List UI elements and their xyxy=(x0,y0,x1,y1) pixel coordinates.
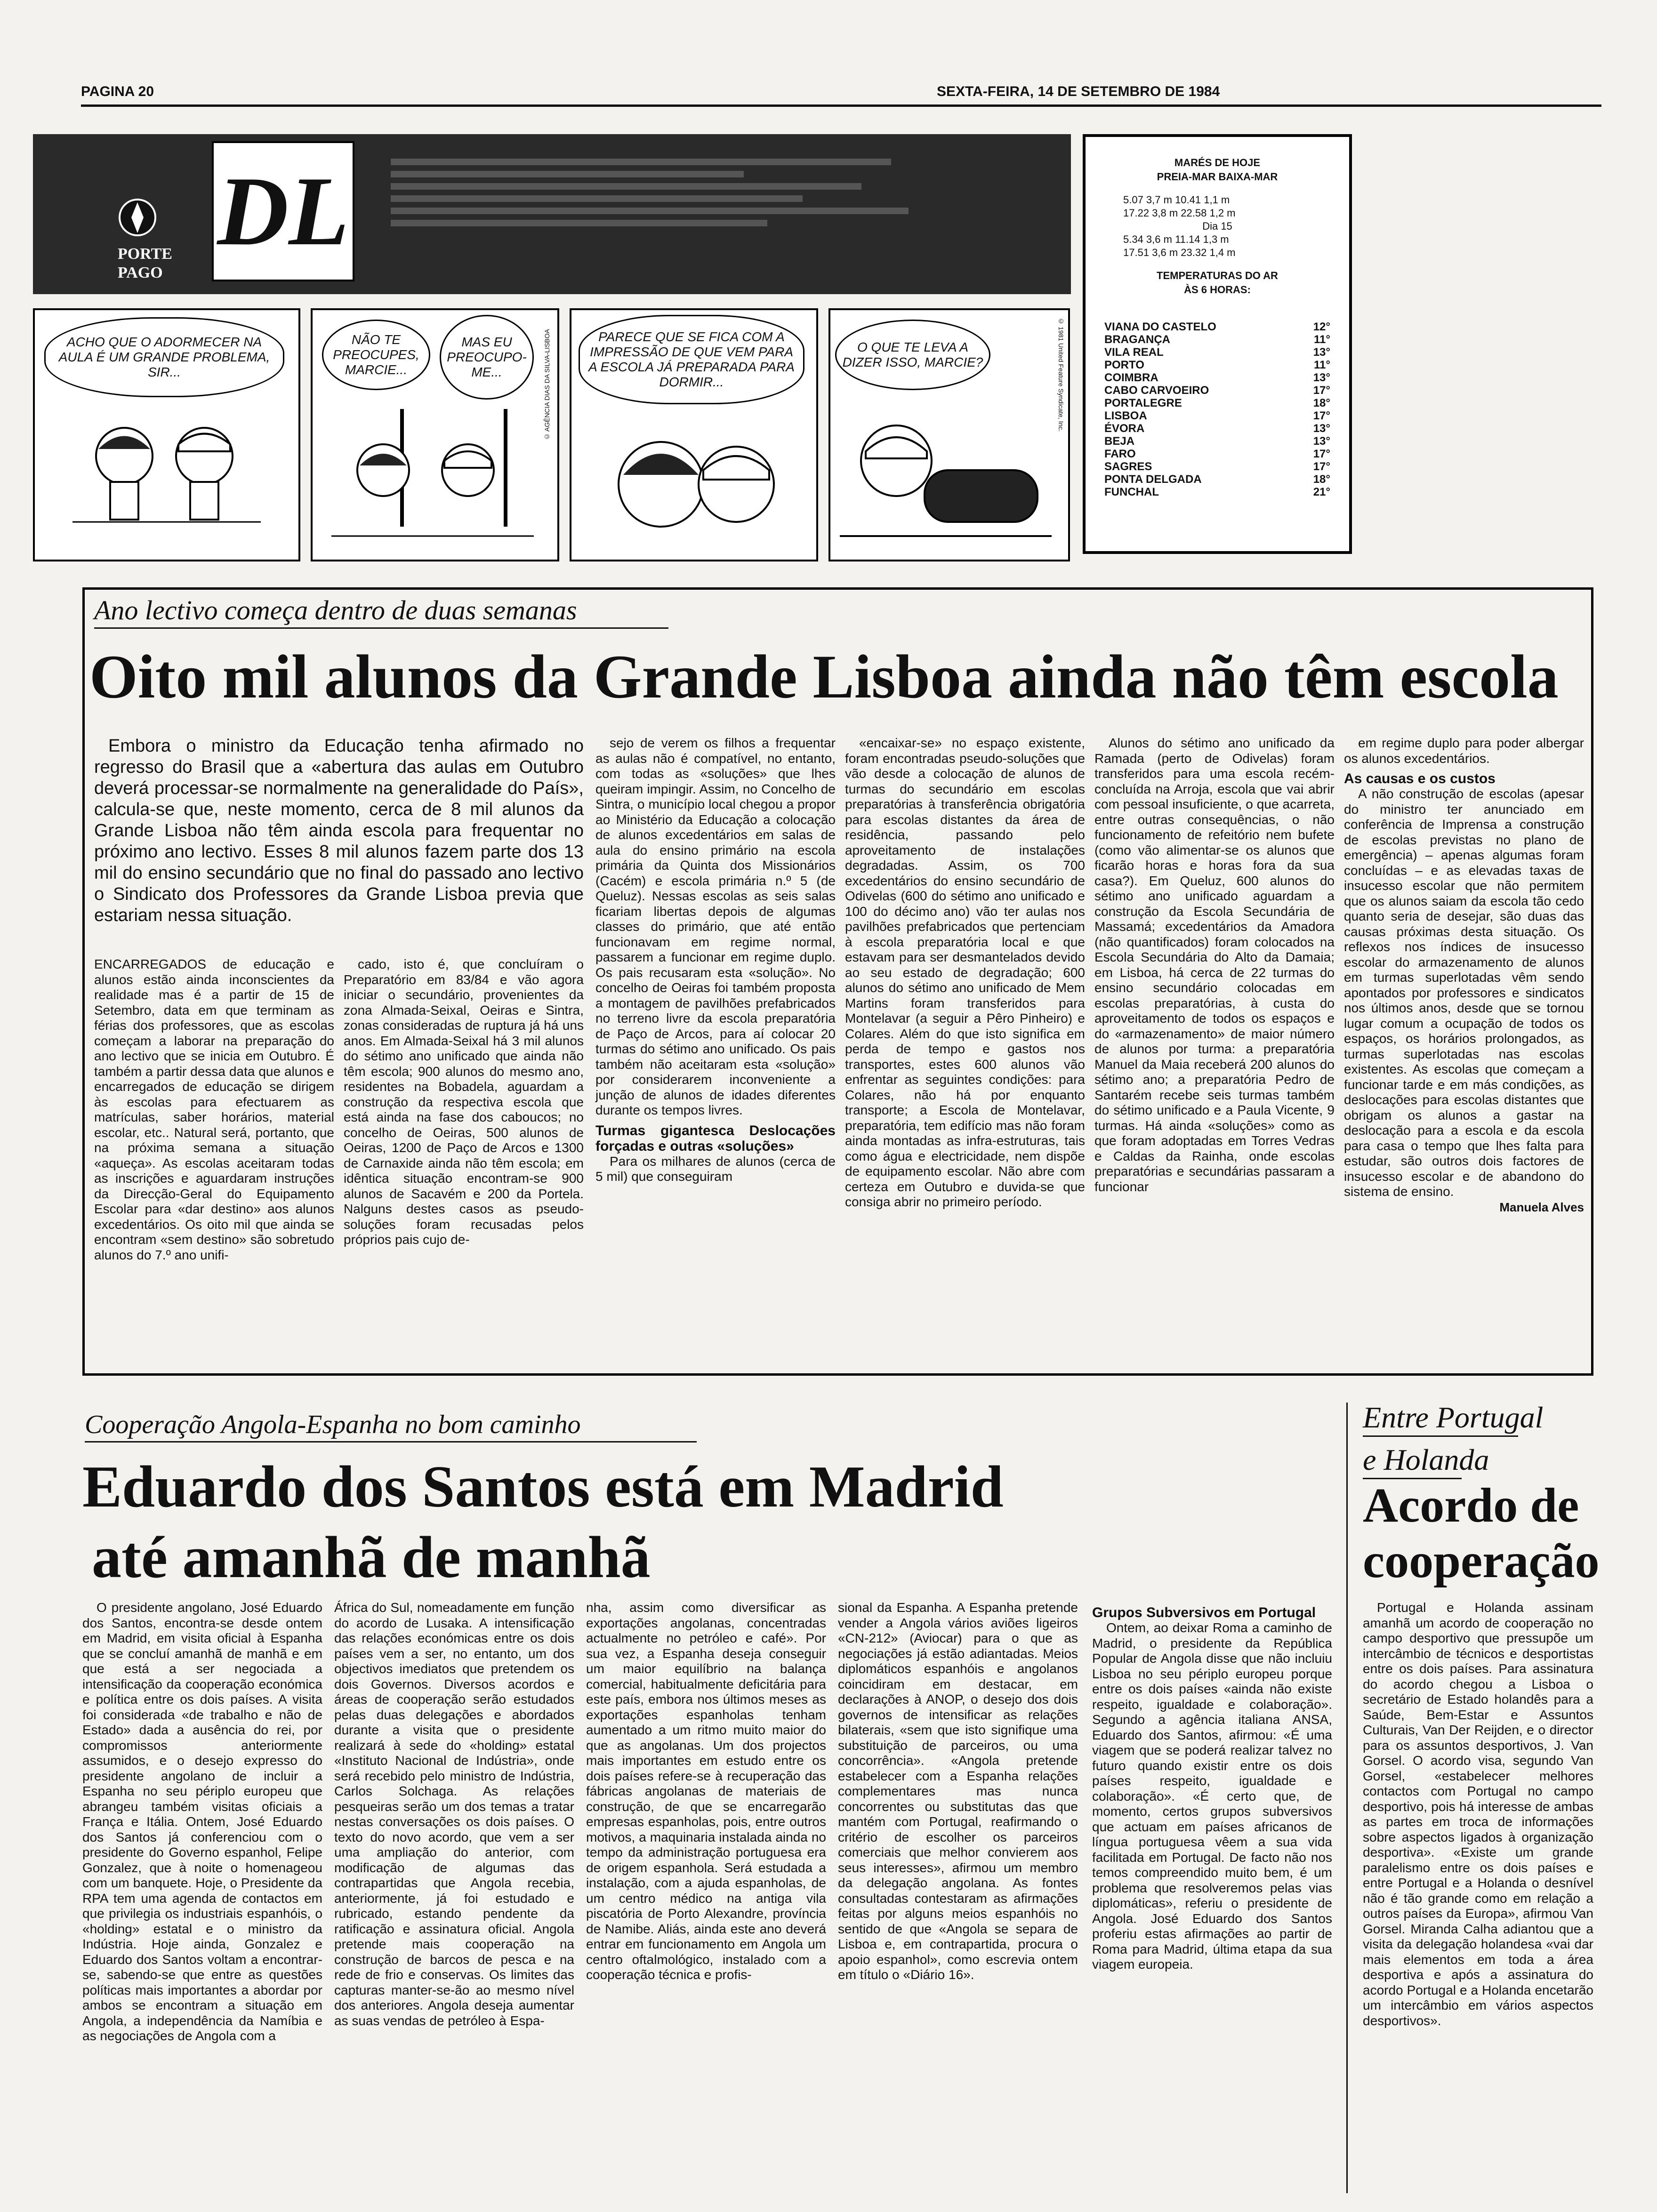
city-name: BEJA xyxy=(1104,435,1135,448)
temperature-value: 21° xyxy=(1313,486,1330,498)
temperature-value: 13° xyxy=(1313,371,1330,384)
temperature-row xyxy=(1086,448,1349,460)
story3-kicker-2: e Holanda xyxy=(1363,1443,1489,1476)
temperature-value: 17° xyxy=(1313,384,1330,397)
temps-subtitle: ÀS 6 HORAS: xyxy=(1184,284,1251,296)
story1-col-6: em regime duplo para poder albergar os alunos excedentários. As causas e os custos A não construção de escolas (apesar do ministro ter anunciado em conferência de Imprensa a construção de escolas previstas no plano de emergência) – apenas algumas foram concluídas – e as elevadas taxas de insucesso escolar que não permitem que os alunos saiam da escola tão cedo quanto seria de desejar, são duas das causas próximas desta situação. Os reflexos nos índices de insucesso escolar do armazenamento de alunos em turmas superlotadas vêm sendo apontados por professores e sindicatos nos últimos anos, desde que se tornou lugar comum a ocupação de todos os espaços, os horários prolongados, as turmas superlotadas nas escolas existentes. As escolas que começam a funcionar tarde e em más condições, as deslocações para escolas distantes que obrigam os alunos a gastar na deslocação para a escola e da escola para casa o tempo que lhes falta para estudar, são outros dois factores de insucesso escolar e de abandono do sistema de ensino. Manuela Alves xyxy=(1344,736,1584,1214)
comic-panel-1 xyxy=(33,308,300,561)
speech-bubble: PARECE QUE SE FICA COM A IMPRESSÃO DE QUE VEM PARA A ESCOLA JÁ PREPARADA PARA DORMIR... xyxy=(579,315,804,404)
header-rule xyxy=(81,104,1601,107)
tide-row: 17.22 3,8 m 22.58 1,2 m xyxy=(1123,207,1236,219)
tide-row: 17.51 3,6 m 23.32 1,4 m xyxy=(1123,247,1236,258)
temperature-value: 18° xyxy=(1313,397,1330,409)
temperature-row xyxy=(1086,435,1349,448)
story1-kicker: Ano lectivo começa dentro de duas semanas xyxy=(94,595,577,625)
temperature-value: 17° xyxy=(1313,460,1330,473)
city-name: FARO xyxy=(1104,448,1136,460)
tides-subtitle: PREIA-MAR BAIXA-MAR xyxy=(1157,171,1278,183)
city-name: FUNCHAL xyxy=(1104,486,1159,498)
story-escolas xyxy=(82,587,1593,1376)
story1-byline: Manuela Alves xyxy=(1499,1200,1584,1214)
temperature-row xyxy=(1086,486,1349,498)
city-name: SAGRES xyxy=(1104,460,1152,473)
comic-panel-4 xyxy=(828,308,1070,561)
kicker-underline xyxy=(94,627,668,629)
temperature-row xyxy=(1086,397,1349,409)
city-name: COIMBRA xyxy=(1104,371,1158,384)
story3-headline-1: Acordo de xyxy=(1363,1478,1579,1532)
temperature-value: 17° xyxy=(1313,448,1330,460)
story3-kicker-1: Entre Portugal xyxy=(1363,1401,1544,1434)
story2-headline-1: Eduardo dos Santos está em Madrid xyxy=(82,1454,1004,1520)
story2-subhead: Grupos Subversivos em Portugal xyxy=(1092,1605,1316,1620)
coat-of-arms-icon xyxy=(115,195,160,240)
city-name: PONTA DELGADA xyxy=(1104,473,1202,486)
temperature-row xyxy=(1086,346,1349,359)
marcie-figure-icon xyxy=(72,404,261,555)
story1-subhead-2: As causas e os custos xyxy=(1344,771,1496,786)
temperature-row xyxy=(1086,359,1349,371)
story2-headline-2: até amanhã de manhã xyxy=(92,1525,651,1590)
story1-lead: Embora o ministro da Educação tenha afirmado no regresso do Brasil que a «abertura das aulas em Outubro deverá processar-se normalmente na generalidade do País», calcula-se que, neste momento, cerca de 8 mil alunos da Grande Lisboa não têm ainda escola para frequentar no próximo ano lectivo. Esses 8 mil alunos fazem parte dos 13 mil do ensino secundário que no final do passado ano lectivo o Sindicato dos Professores da Grande Lisboa previa que estariam nessa situação. xyxy=(94,736,584,925)
city-name: PORTO xyxy=(1104,359,1144,371)
marcie-closeup-icon xyxy=(609,414,779,555)
tides-title: MARÉS DE HOJE xyxy=(1174,157,1261,168)
temperature-value: 18° xyxy=(1313,473,1330,486)
story2-col-1: O presidente angolano, José Eduardo dos Santos, encontra-se desde ontem em Madrid, em visita oficial à Espanha que se concluí amanhã de manhã e em que está a ser negociada a intensificação da cooperação económica e política entre os dois países. A visita foi considerada «de trabalho e não de Estado» dada a ausência do rei, por compromissos anteriormente assumidos, e o desejo expresso do presidente angolano de incluir a Espanha no seu périplo europeu que abrangeu também visitas oficiais a França e Itália. Ontem, José Eduardo dos Santos já conferenciou com o presidente do Governo espanhol, Felipe Gonzalez, que à noite o homenageou com um banquete. Hoje, o Presidente da RPA tem uma agenda de contactos em que privilegia os industriais espanhóis, o «holding» estatal e o ministro da Indústria. Hoje ainda, Gonzalez e Eduardo dos Santos voltam a encontrar-se, sabendo-se que entre as questões políticas mais importantes a abordar por ambos se encontram a situação em Angola, a independência da Namíbia e as negociações de Angola com a xyxy=(82,1600,322,2043)
city-name: ÉVORA xyxy=(1104,422,1145,435)
temps-title: TEMPERATURAS DO AR xyxy=(1157,270,1278,281)
story1-headline: Oito mil alunos da Grande Lisboa ainda não têm escola xyxy=(89,642,1559,711)
temperature-value: 17° xyxy=(1313,409,1330,422)
comic-panel-2 xyxy=(311,308,559,561)
tide-row: Dia 15 xyxy=(1202,220,1232,232)
city-name: BRAGANÇA xyxy=(1104,333,1170,346)
weather-box xyxy=(1083,134,1352,554)
story1-col-3: sejo de verem os filhos a frequentar as aulas não é compatível, no entanto, com todas as «soluções» que lhes queiram impingir. Assim, no Concelho de Sintra, o município local chegou a propor ao Ministério da Educação a colocação de alunos excedentários em salas de aula do ensino primário na escola primária da Quinta dos Missionários (Cacém) e escola primária n.º 5 (de Queluz). Nessas escolas as seis salas ficariam libertas depois de algumas classes do primário, que até então funcionavam em regime normal, passarem a funcionar em regime duplo. Os pais recusaram esta «solução». No concelho de Oeiras foi também proposta a montagem de pavilhões prefabricados no terreno livre da escola preparatória de Paço de Arcos, para aí colocar 20 turmas do sétimo ano unificado. Os pais também não aceitaram esta «solução» por considerarem inconveniente a junção de alunos de idades diferentes durante os tempos livres. Turmas gigantesca Deslocações forçadas e outras «soluções» Para os milhares de alunos (cerca de 5 mil) que conseguiram xyxy=(595,736,836,1184)
city-name: VILA REAL xyxy=(1104,346,1164,359)
tide-row: 5.07 3,7 m 10.41 1,1 m xyxy=(1123,194,1230,206)
story3-headline-2: cooperação xyxy=(1363,1534,1600,1588)
temperature-row xyxy=(1086,384,1349,397)
porte-pago-label: PORTE PAGO xyxy=(118,245,172,281)
temperature-value: 13° xyxy=(1313,422,1330,435)
page-date: SEXTA-FEIRA, 14 DE SETEMBRO DE 1984 xyxy=(937,84,1220,99)
kicker-underline xyxy=(85,1441,697,1443)
story1-col-4: «encaixar-se» no espaço existente, foram encontradas pseudo-soluções que vão desde a colocação de alunos de turmas do secundário em escolas preparatórias à transferência obrigatória para escolas distantes da área de residência, passando pelo aproveitamento de instalações degradadas. Assim, os 700 excedentários do ensino secundário de Odivelas (600 do sétimo ano unificado e 100 do décimo ano) vão ter aulas nos pavilhões prefabricados que pertenciam à escola preparatória local e que estavam para ser desmantelados devido ao seu estado de degradação; 600 alunos do sétimo ano unificado de Mem Martins foram transferidos para Montelavar (a seguir a Pêro Pinheiro) e Colares. Além do que isto significa em perda de tempo e gastos nos transportes, estes 600 alunos vão enfrentar as seguintes condições: para Colares, não há por enquanto transporte; a Escola de Montelavar, preparatória, tem edifício mas não foram ainda montadas as infra-estruturas, tais como água e electricidade, nem dispõe de equipamento escolar. Não abre com certeza em Outubro e duvida-se que consiga abrir no primeiro período. xyxy=(845,736,1085,1209)
story2-col-5: Grupos Subversivos em Portugal Ontem, ao deixar Roma a caminho de Madrid, o presidente da República Popular de Angola disse que não incluiu Lisboa no seu périplo europeu porque entre os dois países «ainda não existe respeito, igualdade e colaboração». Segundo a agência italiana ANSA, Eduardo dos Santos, afirmou: «É uma viagem que se poderá realizar talvez no futuro quando existir entre os dois países respeito, igualdade e colaboração». «É certo que, de momento, certos grupos subversivos que actuam em países africanos de língua portuguesa vêem a sua vida facilitada em Portugal. De facto não nos temos compreendido muito bem, é um problema que resolveremos pelas vias diplomáticas», referiu o presidente de Angola. José Eduardo dos Santos proferiu estas afirmações ao partir de Roma para Madrid, última etapa da sua viagem europeia. xyxy=(1092,1605,1332,1972)
peppermint-patty-figure-icon xyxy=(331,409,534,555)
comic-credit-left: © AGÊNCIA DIAS DA SILVA-LISBOA xyxy=(543,329,551,441)
city-name: PORTALEGRE xyxy=(1104,397,1182,409)
temperature-row xyxy=(1086,473,1349,486)
kicker-underline xyxy=(1363,1435,1518,1437)
temperature-value: 12° xyxy=(1313,321,1330,333)
temperature-row xyxy=(1086,333,1349,346)
speech-bubble: NÃO TE PREOCUPES, MARCIE... xyxy=(322,320,430,390)
temperature-value: 13° xyxy=(1313,346,1330,359)
temperature-row xyxy=(1086,321,1349,333)
column-divider xyxy=(1346,1403,1348,2193)
speech-bubble: ACHO QUE O ADORMECER NA AULA É UM GRANDE PROBLEMA, SIR... xyxy=(44,317,284,397)
speech-bubble: O QUE TE LEVA A DIZER ISSO, MARCIE? xyxy=(835,320,990,390)
masthead-text-block xyxy=(391,153,979,271)
temperature-row xyxy=(1086,371,1349,384)
story3-body: Portugal e Holanda assinam amanhã um acordo de cooperação no campo desportivo que pressupõe um intercâmbio de técnicos e desportistas entre os dois países. Para assinatura do acordo chegou a Lisboa o secretário de Estado holandês para a Saúde, Bem-Estar e Assuntos Culturais, Van Der Reijden, e o director para os assuntos desportivos, J. Van Gorsel. O acordo visa, segundo Van Gorsel, «estabelecer melhores contactos com Portugal no campo desportivo, pois há interesse de ambas as partes em troca de informações sobre aspectos ligados à organização desportiva». «Existe um grande paralelismo entre os dois países e entre Portugal e a Holanda o desnível não é tão grande como em relação a outros países da Europa», afirmou Van Gorsel. Miranda Calha adiantou que a visita da delegação holandesa «vai dar mais elementos em toda a área desportiva e após a assinatura do acordo Portugal e a Holanda encetarão um intercâmbio em vários aspectos desportivos». xyxy=(1363,1600,1593,2028)
temperature-row xyxy=(1086,422,1349,435)
city-name: VIANA DO CASTELO xyxy=(1104,321,1216,333)
story1-col-1: ENCARREGADOS de educação e alunos estão ainda inconscientes da realidade mas é a partir de 15 de Setembro, data em que terminam as férias dos professores, que as escolas começam a laborar na preparação do ano lectivo que se inicia em Outubro. É também a partir dessa data que alunos e encarregados de educação se dirigem às escolas para efectuarem as matrículas, saber horários, material escolar, etc.. Natural será, portanto, que na próxima semana a situação «aqueça». As escolas aceitaram todas as inscrições e aguardaram instruções da Direcção-Geral do Equipamento Escolar para «dar destino» aos alunos excedentários. Os oito mil que ainda se encontram «sem destino» são sobretudo alunos do 7.º ano unifi- xyxy=(94,957,334,1262)
tide-row: 5.34 3,6 m 11.14 1,3 m xyxy=(1123,233,1229,245)
story2-col-3: nha, assim como diversificar as exportações angolanas, concentradas actualmente no petróleo e café». Por sua vez, a Espanha deseja conseguir um maior equilíbrio na balança comercial, habitualmente deficitária para este país, embora nos últimos meses as exportações espanholas tenham aumentado a um ritmo muito maior do que as angolanas. Um dos projectos mais importantes em estudo entre os dois países refere-se à recuperação das fábricas angolanas de materiais de construção, de que se encarregarão empresas espanholas, pois, entre outros motivos, a maquinaria instalada ainda no tempo da administração portuguesa era de origem espanhola. Será estudada a instalação, com a ajuda espanholas, de um centro médico na antiga vila piscatória de Porto Alexandre, província de Namibe. Aliás, ainda este ano deverá entrar em funcionamento em Angola um centro oftalmológico, instalado com a cooperação técnica e profis- xyxy=(586,1600,826,1982)
city-name: CABO CARVOEIRO xyxy=(1104,384,1209,397)
story2-kicker: Cooperação Angola-Espanha no bom caminho xyxy=(85,1410,581,1439)
dl-logo: DL xyxy=(212,141,354,281)
story1-col-2: cado, isto é, que concluíram o Preparatório em 83/84 e vão agora iniciar o secundário, provenientes da zona Almada-Seixal, Oeiras e Sintra, zonas consideradas de ruptura já há uns anos. Em Almada-Seixal há 3 mil alunos do sétimo ano unificado que ainda não têm escola; 900 alunos do mesmo ano, residentes na Bobadela, aguardam a construção da respectiva escola que está ainda na fase dos caboucos; no concelho de Oeiras, 500 alunos de Oeiras, 1200 de Paço de Arcos e 1300 de Carnaxide ainda não têm escola; em idêntica situação encontram-se 900 alunos de Sacavém e 200 da Portela. Nalguns destes casos as pseudo-soluções foram recusadas pelos próprios pais cujo de- xyxy=(344,957,584,1247)
temperature-list xyxy=(1086,321,1349,498)
story2-col-2: África do Sul, nomeadamente em função do acordo de Lusaka. A intensificação das relações económicas entre os dois países vem a ser, no entanto, um dos objectivos imediatos que pretendem os dois Governos. Diversos acordos e áreas de cooperação serão estudados pelas duas delegações e abordados durante a visita que o presidente realizará à sede do «holding» estatal «Instituto Nacional de Indústria», onde será recebido pelo ministro de Indústria, Carlos Solchaga. As relações pesqueiras serão um dos temas a tratar nestas conversações os dois países. O texto do novo acordo, que vem a ser uma ampliação do anterior, com modificação de algumas das contrapartidas que Angola recebia, anteriormente, já foi estudado e rubricado, estando pendente da ratificação e assinatura oficial. Angola pretende mais cooperação na construção de barcos de pesca e na rede de frio e conservas. Os limites das capturas manter-se-ão ao mesmo nível dos anteriores. Angola deseja aumentar as suas vendas de petróleo à Espa- xyxy=(334,1600,574,2028)
peppermint-patty-sleeping-icon xyxy=(840,400,1052,555)
comic-credit-right: © 1981 United Feature Syndicate, Inc. xyxy=(1057,317,1065,432)
comic-panel-3 xyxy=(570,308,818,561)
temperature-row xyxy=(1086,409,1349,422)
temperature-value: 11° xyxy=(1314,359,1330,371)
temperature-row xyxy=(1086,460,1349,473)
city-name: LISBOA xyxy=(1104,409,1147,422)
story1-subhead-1: Turmas gigantesca Deslocações forçadas e outras «soluções» xyxy=(595,1122,836,1154)
story1-col-5: Alunos do sétimo ano unificado da Ramada (perto de Odivelas) foram transferidos para uma escola recém-concluída na Arroja, escola que vai abrir com pessoal insuficiente, o que acarreta, entre outras consequências, o não funcionamento de refeitório nem bufete (como vão alimentar-se os alunos que ficarão horas e horas fora da sua casa?). Em Queluz, 600 alunos do sétimo ano unificado aguardam a construção da Escola Secundária de Massamá; excedentários da Amadora (não quantificados) foram colocados na Escola Secundária do Alto da Damaia; em Lisboa, há cerca de 22 turmas do ensino secundário colocadas em escolas preparatórias, à custa do aproveitamento de todos os espaços e do «armazenamento» de maior número de alunos por turma: a preparatória Manuel da Maia receberá 200 alunos do sétimo ano; a preparatória Pedro de Santarém recebe seis turmas também do sétimo unificado e a Paula Vicente, 9 turmas. Há ainda «soluções» como as que foram adoptadas em Torres Vedras e Caldas da Rainha, onde escolas preparatórias e secundárias passaram a funcionar xyxy=(1094,736,1335,1194)
page-number: PAGINA 20 xyxy=(81,84,154,99)
temperature-value: 11° xyxy=(1314,333,1330,346)
story2-col-4: sional da Espanha. A Espanha pretende vender a Angola vários aviões ligeiros «CN-212» (Aviocar) para o que as negociações já estão adiantadas. Meios diplomáticos espanhóis e angolanos coincidiram em destacar, em declarações à ANOP, o desejo dos dois governos de intensificar as relações bilaterais, «sem que isto signifique uma substituição de parceiros, ou uma concorrência». «Angola pretende estabelecer com a Espanha relações complementares mas nunca concorrentes ou substitutas das que mantém com Portugal, reafirmando o critério de escolher os parceiros comerciais que melhor convierem aos seus interesses», afirmou um membro da delegação angolana. As fontes consultadas contestaram as afirmações feitas por alguns meios espanhóis no sentido de que «Angola se separa de Lisboa e, em contrapartida, procura o apoio espanhol», como escrevia ontem em título o «Diário 16». xyxy=(838,1600,1078,1982)
speech-bubble: MAS EU PREOCUPO-ME... xyxy=(440,315,534,400)
temperature-value: 13° xyxy=(1313,435,1330,448)
